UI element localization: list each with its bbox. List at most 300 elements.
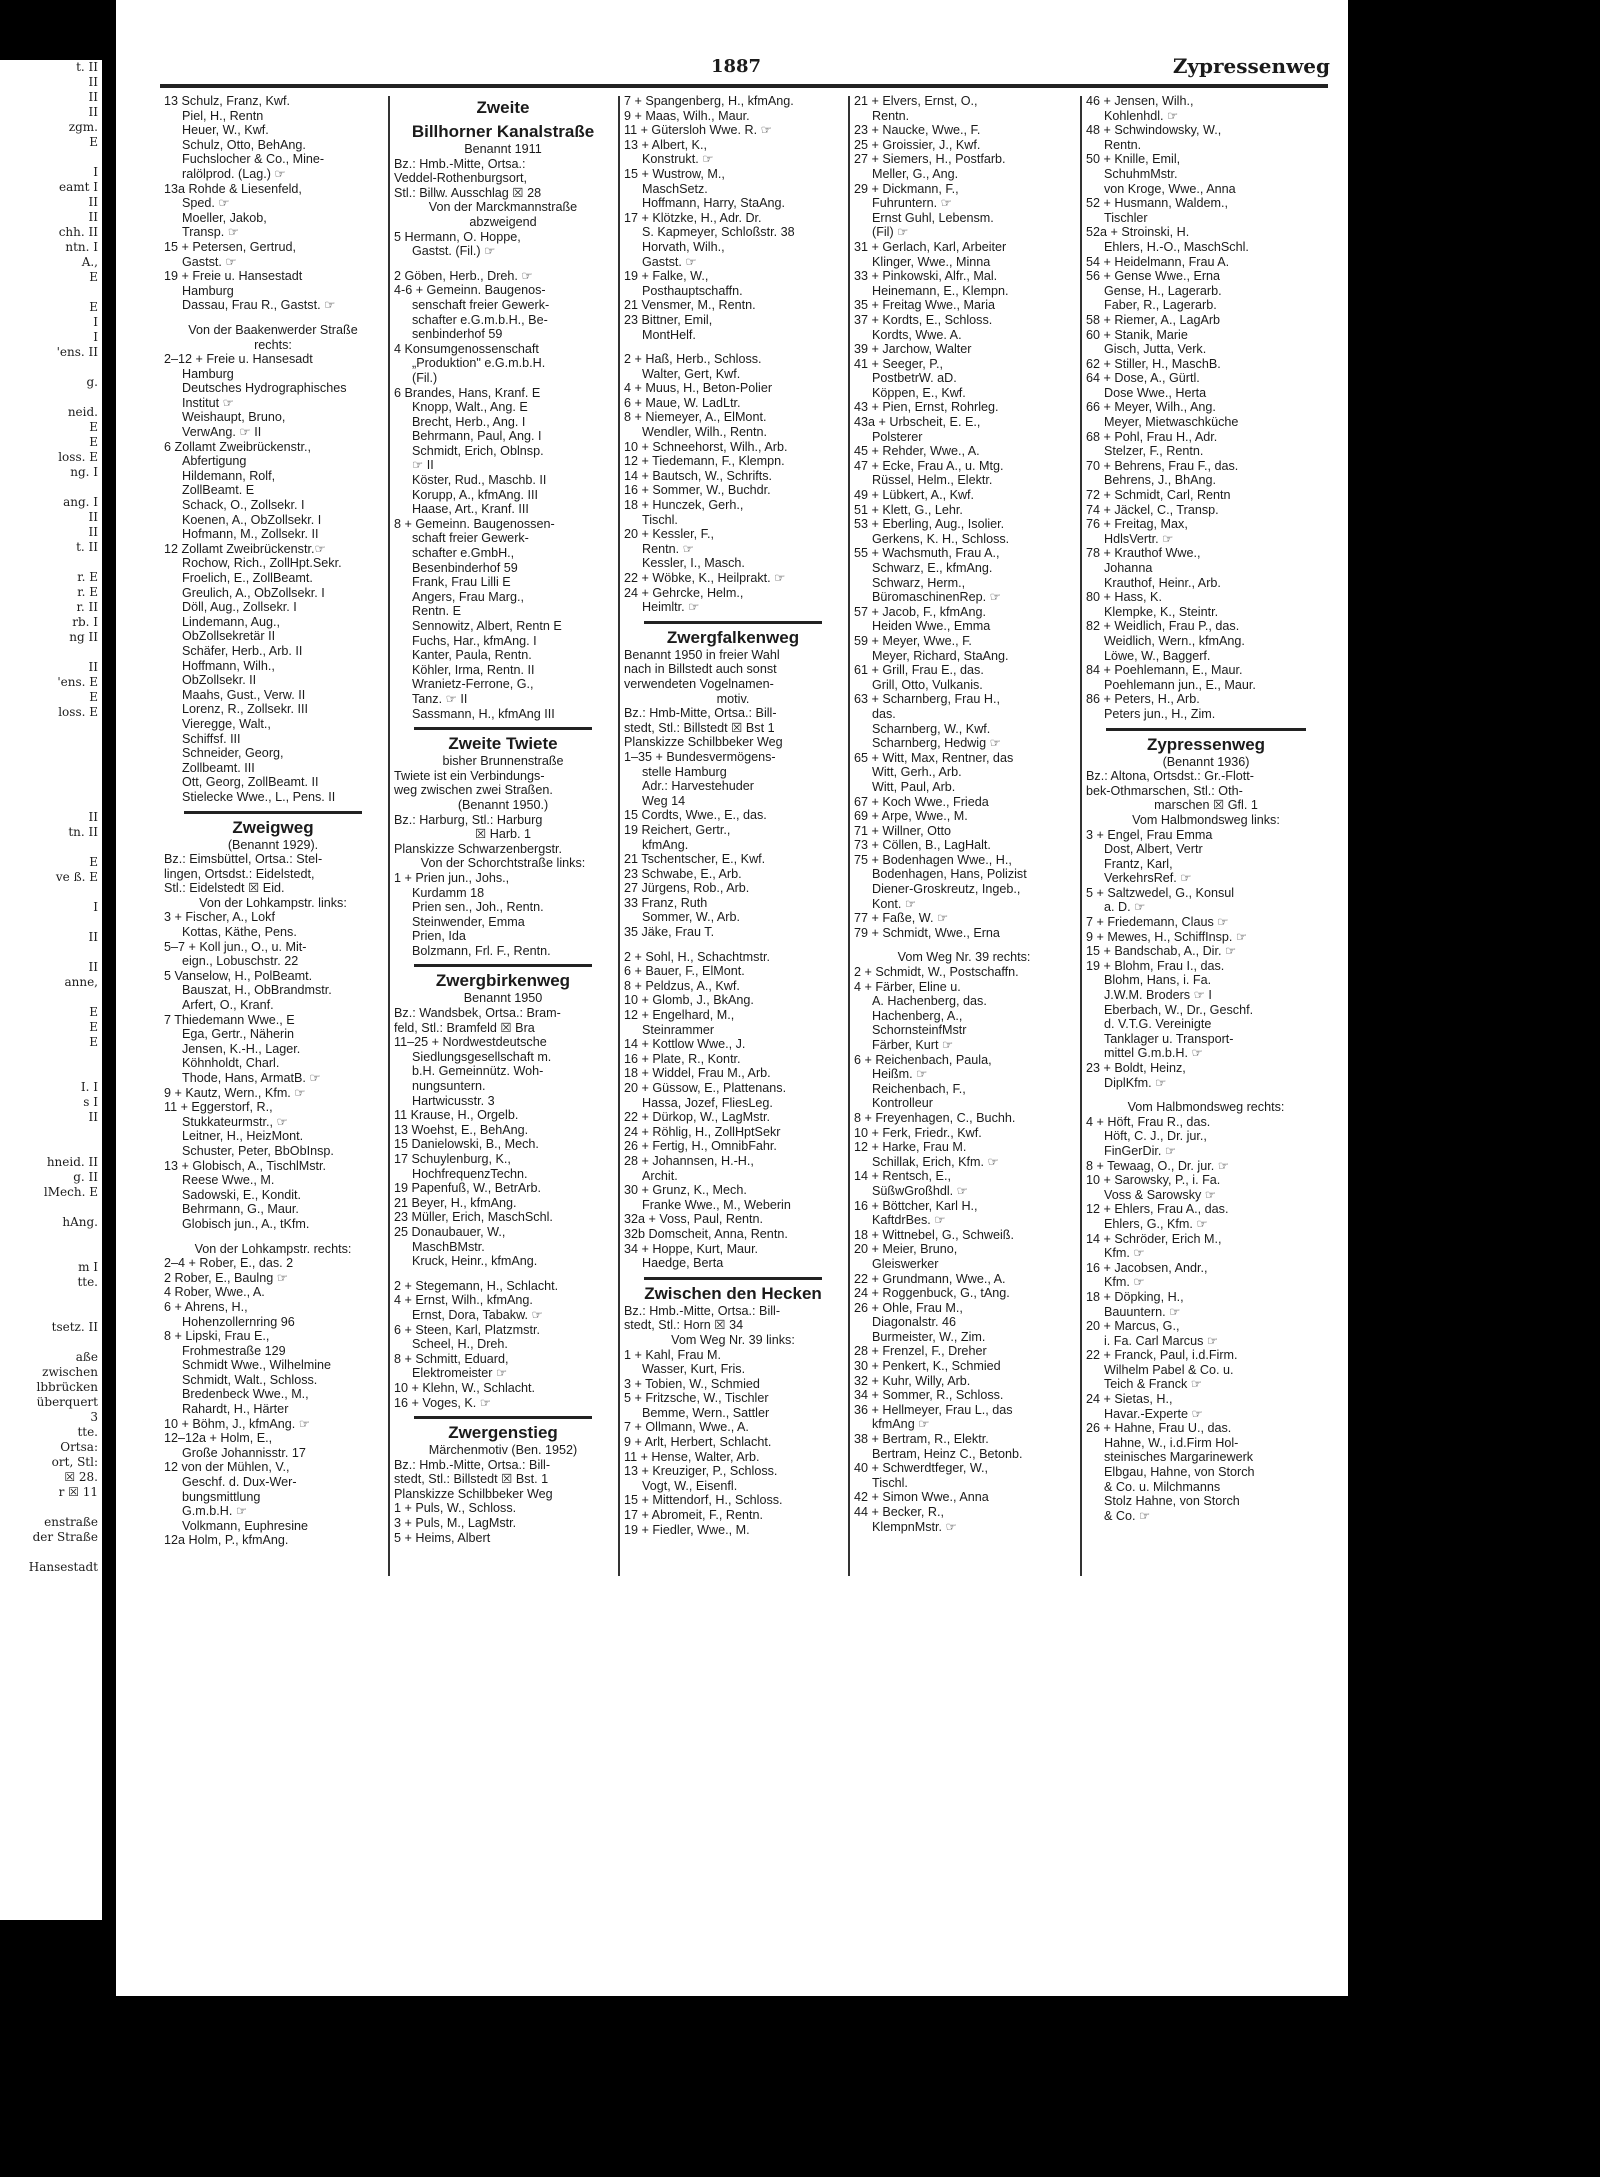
entry-line: Globisch jun., A., tKfm. xyxy=(182,1216,310,1231)
entry-line: 78 + Krauthof Wwe., xyxy=(1086,546,1201,561)
street-heading: Zweigweg xyxy=(232,817,314,837)
strip-line: der Straße xyxy=(32,1530,98,1544)
entry-line: 37 + Kordts, E., Schloss. xyxy=(854,312,993,327)
entry-line: 13 Schulz, Franz, Kwf. xyxy=(164,94,290,108)
entry-line: Angers, Frau Marg., xyxy=(412,589,524,604)
entry-line: Stl.: Eidelstedt ☒ Eid. xyxy=(164,881,285,896)
entry-line: 72 + Schmidt, Carl, Rentn xyxy=(1086,488,1231,503)
strip-line: enstraße xyxy=(44,1515,98,1529)
section-rule xyxy=(1106,728,1306,731)
entry-line: Schulz, Otto, BehAng. xyxy=(182,137,306,152)
entry-line: Frank, Frau Lilli E xyxy=(412,575,511,590)
entry-line: Peters jun., H., Zim. xyxy=(1104,706,1216,721)
strip-line: E xyxy=(89,435,98,449)
entry-line: 8 + Lipski, Frau E., xyxy=(164,1329,270,1344)
entry-line: 3 + Puls, M., LagMstr. xyxy=(394,1516,517,1531)
entry-line: Gastst. ☞ xyxy=(642,254,697,269)
entry-line: Burmeister, W., Zim. xyxy=(872,1329,986,1344)
entry-line: bungsmittlung xyxy=(182,1489,261,1504)
previous-page-strip xyxy=(0,60,102,1920)
column-divider xyxy=(1080,96,1082,1576)
entry-line: Heimltr. ☞ xyxy=(642,600,700,615)
entry-line: MaschBMstr. xyxy=(412,1239,485,1254)
entry-line: 2 + Schmidt, W., Postschaffn. xyxy=(854,965,1019,980)
entry-line: Schack, O., Zollsekr. I xyxy=(182,498,305,513)
entry-line: 6 + Reichenbach, Paula, xyxy=(854,1052,992,1067)
entry-line: 23 + Boldt, Heinz, xyxy=(1086,1061,1186,1075)
entry-line: 49 + Lübkert, A., Kwf. xyxy=(854,488,975,503)
strip-line xyxy=(0,945,102,960)
strip-line: ve ß. E xyxy=(55,870,98,884)
strip-line: II xyxy=(88,105,98,119)
entry-line: Wranietz-Ferrone, G., xyxy=(412,677,534,692)
street-note: Vom Weg Nr. 39 rechts: xyxy=(897,950,1031,965)
strip-line: anne, xyxy=(64,975,98,989)
entry-line: 11–25 + Nordwestdeutsche xyxy=(394,1035,547,1050)
entry-line: 45 + Rehder, Wwe., A. xyxy=(854,444,980,459)
entry-line: stedt, Stl.: Billstedt ☒ Bst. 1 xyxy=(394,1472,549,1487)
entry-line: Wasser, Kurt, Fris. xyxy=(642,1362,746,1377)
entry-line: 19 + Freie u. Hansestadt xyxy=(164,269,303,284)
entry-line: 28 + Johannsen, H.-H., xyxy=(624,1153,754,1168)
street-heading: Zwergbirkenweg xyxy=(435,971,571,991)
entry-line: 16 + Sommer, W., Buchdr. xyxy=(624,483,771,498)
entry-line: 4-6 + Gemeinn. Baugenos- xyxy=(394,283,546,298)
strip-line: lbbrücken xyxy=(36,1380,98,1394)
street-note: Von der Lohkampstr. links: xyxy=(199,895,347,910)
entry-line: 19 Reichert, Gertr., xyxy=(624,822,731,837)
entry-line: 25 Donaubauer, W., xyxy=(394,1224,506,1239)
entry-line: Fuchs, Har., kfmAng. I xyxy=(412,633,537,648)
entry-line: das. xyxy=(872,706,896,721)
entry-line: 82 + Weidlich, Frau P., das. xyxy=(1086,619,1240,634)
entry-line: Schiffsf. III xyxy=(182,731,241,746)
entry-line: 80 + Hass, K. xyxy=(1086,590,1162,605)
column-divider xyxy=(388,96,390,1576)
entry-line: Planskizze Schwarzenbergstr. xyxy=(394,841,562,856)
entry-line: 29 + Dickmann, F., xyxy=(854,181,959,196)
strip-line: ng II xyxy=(69,630,98,644)
entry-line: 60 + Stanik, Marie xyxy=(1086,327,1188,342)
entry-line: Jensen, K.-H., Lager. xyxy=(182,1041,301,1056)
entry-line: Transp. ☞ xyxy=(182,225,240,240)
entry-line: Haedge, Berta xyxy=(642,1256,724,1271)
entry-line: 13 Woehst, E., BehAng. xyxy=(394,1122,529,1137)
entry-line: 34 + Sommer, R., Schloss. xyxy=(854,1388,1004,1403)
entry-line: 23 Bittner, Emil, xyxy=(624,312,713,327)
entry-line: Knopp, Walt., Ang. E xyxy=(412,400,528,415)
street-note: Vom Halbmondsweg rechts: xyxy=(1127,1100,1285,1115)
entry-line: 11 + Eggerstorf, R., xyxy=(164,1100,273,1115)
entry-line: 48 + Schwindowsky, W., xyxy=(1086,123,1222,138)
entry-line: 4 Rober, Wwe., A. xyxy=(164,1285,265,1300)
entry-line: Kont. ☞ xyxy=(872,896,917,911)
entry-line: Kurdamm 18 xyxy=(412,885,485,900)
entry-line: 11 + Gütersloh Wwe. R. ☞ xyxy=(624,123,772,138)
entry-line: 5 + Fritzsche, W., Tischler xyxy=(624,1391,769,1406)
entry-line: d. V.T.G. Vereinigte xyxy=(1104,1017,1212,1032)
entry-line: 27 + Siemers, H., Postfarb. xyxy=(854,152,1006,167)
entry-line: 46 + Jensen, Wilh., xyxy=(1086,94,1194,108)
entry-line: Klempke, K., Steintr. xyxy=(1104,604,1219,619)
street-heading: Zweite Twiete xyxy=(448,734,558,754)
strip-line: g. II xyxy=(73,1170,98,1184)
entry-line: 10 + Sarowsky, P., i. Fa. xyxy=(1086,1173,1221,1188)
entry-line: 9 + Mewes, H., SchiffInsp. ☞ xyxy=(1086,929,1248,944)
entry-line: 2 + Stegemann, H., Schlacht. xyxy=(394,1278,559,1293)
entry-line: Abfertigung xyxy=(182,454,247,469)
entry-line: 14 + Kottlow Wwe., J. xyxy=(624,1037,746,1052)
entry-line: 8 + Freyenhagen, C., Buchh. xyxy=(854,1110,1016,1125)
entry-line: Kottas, Käthe, Pens. xyxy=(182,925,297,940)
entry-line: Maahs, Gust., Verw. II xyxy=(182,687,306,702)
entry-line: ralölprod. (Lag.) ☞ xyxy=(182,166,286,181)
entry-line: schafter e.G.m.b.H., Be- xyxy=(412,312,548,327)
entry-line: Krauthof, Heinr., Arb. xyxy=(1104,575,1221,590)
strip-line: g. xyxy=(86,375,98,389)
entry-line: Thode, Hans, ArmatB. ☞ xyxy=(182,1071,321,1085)
entry-line: 24 + Gehrcke, Helm., xyxy=(624,585,744,600)
entry-line: 21 Vensmer, M., Rentn. xyxy=(624,298,756,313)
entry-line: Klinger, Wwe., Minna xyxy=(872,254,991,269)
entry-line: Dose Wwe., Herta xyxy=(1104,385,1207,400)
street-note: Vom Weg Nr. 39 links: xyxy=(671,1332,795,1347)
entry-line: Konstrukt. ☞ xyxy=(642,152,714,167)
entry-line: Ega, Gertr., Näherin xyxy=(182,1027,294,1042)
section-rule xyxy=(644,621,822,624)
entry-line: Schmidt Wwe., Wilhelmine xyxy=(182,1358,332,1373)
strip-line: überquert xyxy=(36,1395,98,1409)
entry-line: 7 + Ollmann, Wwe., A. xyxy=(624,1420,749,1435)
entry-line: 20 + Marcus, G., xyxy=(1086,1319,1180,1334)
strip-line: E xyxy=(89,690,98,704)
entry-line: 67 + Koch Wwe., Frieda xyxy=(854,794,989,809)
strip-line xyxy=(0,1230,102,1245)
entry-line: 2–4 + Rober, E., das. 2 xyxy=(164,1256,294,1271)
entry-line: 58 + Riemer, A., LagArb xyxy=(1086,312,1221,327)
entry-line: 18 + Wittnebel, G., Schweiß. xyxy=(854,1227,1014,1242)
entry-line: 12 + Engelhard, M., xyxy=(624,1008,735,1023)
entry-line: 12 von der Mühlen, V., xyxy=(164,1460,290,1475)
entry-line: 5 + Saltzwedel, G., Konsul xyxy=(1086,885,1235,900)
entry-line: Wendler, Wilh., Rentn. xyxy=(642,425,768,440)
entry-line: eign., Lobuschstr. 22 xyxy=(182,954,299,969)
entry-line: Bz.: Eimsbüttel, Ortsa.: Stel- xyxy=(164,852,323,867)
strip-line: m I xyxy=(78,1260,98,1274)
entry-line: Weg 14 xyxy=(642,793,686,808)
entry-line: SchuhmMstr. xyxy=(1104,166,1178,181)
entry-line: Löwe, W., Baggerf. xyxy=(1104,648,1211,663)
entry-line: Rentn. xyxy=(872,108,910,123)
entry-line xyxy=(624,342,842,352)
entry-line: Stukkateurmstr., ☞ xyxy=(182,1114,288,1129)
entry-line: 52 + Husmann, Waldem., xyxy=(1086,196,1228,211)
strip-line: ☒ 28. xyxy=(64,1470,98,1484)
strip-line: A., xyxy=(81,255,98,269)
street-note: Von der Baakenwerder Straße xyxy=(188,322,358,337)
entry-line: Vogt, W., Eisenfl. xyxy=(642,1478,738,1493)
entry-line: Diener-Groskreutz, Ingeb., xyxy=(872,882,1021,897)
entry-line: Fuchslocher & Co., Mine- xyxy=(182,152,325,167)
entry-line: 10 + Schneehorst, Wilh., Arb. xyxy=(624,439,788,454)
entry-line: schaft freier Gewerk- xyxy=(412,531,529,546)
entry-line: 2 + Sohl, H., Schachtmstr. xyxy=(624,949,770,964)
strip-line: tte. xyxy=(77,1425,98,1439)
entry-line: 2 Rober, E., Baulng ☞ xyxy=(164,1270,289,1285)
entry-line: Tanz. ☞ II xyxy=(412,691,468,706)
entry-line: Reese Wwe., M. xyxy=(182,1173,275,1188)
entry-line: Reichenbach, F., xyxy=(872,1081,966,1096)
entry-line: Rahardt, H., Härter xyxy=(182,1402,289,1417)
strip-line: II xyxy=(88,660,98,674)
entry-line: 15 Danielowski, B., Mech. xyxy=(394,1137,539,1152)
strip-line xyxy=(0,1200,102,1215)
strip-line: ang. I xyxy=(63,495,98,509)
entry-line: von Kroge, Wwe., Anna xyxy=(1104,181,1236,196)
entry-line: Hohenzollernring 96 xyxy=(182,1314,295,1329)
strip-line: E xyxy=(89,1020,98,1034)
strip-line xyxy=(0,360,102,375)
entry-line: feld, Stl.: Bramfeld ☒ Bra xyxy=(394,1020,535,1035)
entry-line: Kontrolleur xyxy=(872,1096,933,1111)
entry-line: Schwarz, Herm., xyxy=(872,575,966,590)
entry-line: 39 + Jarchow, Walter xyxy=(854,342,972,357)
strip-line xyxy=(0,150,102,165)
entry-line: Weishaupt, Bruno, xyxy=(182,410,286,425)
entry-line: 18 + Widdel, Frau M., Arb. xyxy=(624,1066,771,1081)
entry-line: Färber, Kurt ☞ xyxy=(872,1038,954,1052)
entry-line: DiplKfm. ☞ xyxy=(1104,1075,1167,1090)
entry-line: Tischler xyxy=(1104,210,1148,225)
entry-line: bek-Othmarschen, Stl.: Oth- xyxy=(1086,783,1243,798)
entry-line: Arfert, O., Kranf. xyxy=(182,998,274,1013)
entry-line: 43 + Pien, Ernst, Rohrleg. xyxy=(854,400,999,415)
strip-line xyxy=(0,780,102,795)
entry-line: 18 + Döpking, H., xyxy=(1086,1289,1184,1304)
entry-line: 7 + Spangenberg, H., kfmAng. xyxy=(624,94,794,108)
strip-line: lMech. E xyxy=(43,1185,98,1199)
entry-line: Weidlich, Wern., kfmAng. xyxy=(1104,633,1245,648)
column-divider xyxy=(848,96,850,1576)
entry-line: Köster, Rud., Maschb. II xyxy=(412,473,547,488)
entry-line: 17 Schuylenburg, K., xyxy=(394,1152,511,1166)
entry-line: 22 + Dürkop, W., LagMstr. xyxy=(624,1110,770,1125)
entry-line: 24 + Sietas, H., xyxy=(1086,1392,1173,1407)
street-note: ☒ Harb. 1 xyxy=(474,827,532,842)
strip-line: rb. I xyxy=(72,615,98,629)
entry-line: stedt, Stl.: Billstedt ☒ Bst 1 xyxy=(624,720,775,735)
entry-line: Polsterer xyxy=(872,429,923,444)
entry-line: Stolz Hahne, von Storch xyxy=(1104,1494,1240,1509)
strip-line: II xyxy=(88,1110,98,1124)
entry-line: Hahne, W., i.d.Firm Hol- xyxy=(1104,1435,1239,1450)
entry-line: Stl.: Billw. Ausschlag ☒ 28 xyxy=(394,185,542,200)
entry-line: 1 + Kahl, Frau M. xyxy=(624,1347,721,1362)
entry-line: 8 + Schmitt, Eduard, xyxy=(394,1351,509,1366)
entry-line: Döll, Aug., Zollsekr. I xyxy=(182,600,297,615)
entry-line: 26 + Hahne, Frau U., das. xyxy=(1086,1421,1232,1436)
entry-line: Heißm. ☞ xyxy=(872,1067,928,1082)
section-rule xyxy=(644,1277,822,1280)
entry-line: Hachenberg, A., xyxy=(872,1008,963,1023)
entry-line: 32 + Kuhr, Willy, Arb. xyxy=(854,1373,971,1388)
entry-line: Hamburg xyxy=(182,283,234,298)
entry-line: Korupp, A., kfmAng. III xyxy=(412,487,538,502)
strip-line: II xyxy=(88,930,98,944)
entry-line: Schäfer, Herb., Arb. II xyxy=(182,643,303,658)
entry-line: Dassau, Frau R., Gastst. ☞ xyxy=(182,298,336,313)
entry-line: Hofmann, M., Zollsekr. II xyxy=(182,527,319,542)
entry-line: Rüssel, Helm., Elektr. xyxy=(872,473,993,488)
entry-line: 62 + Stiller, H., MaschB. xyxy=(1086,356,1221,371)
entry-line: Diagonalstr. 46 xyxy=(872,1315,957,1330)
entry-line: 27 Jürgens, Rob., Arb. xyxy=(624,881,750,896)
entry-line: a. D. ☞ xyxy=(1104,900,1146,915)
street-note: Von der Schorchtstraße links: xyxy=(420,856,586,871)
entry-line: 51 + Klett, G., Lehr. xyxy=(854,502,963,517)
column-3 xyxy=(624,94,842,1984)
entry-line: Bolzmann, Frl. F., Rentn. xyxy=(412,943,551,958)
entry-line: Brecht, Herb., Ang. I xyxy=(412,414,526,429)
entry-line: Behrmann, G., Maur. xyxy=(182,1202,299,1217)
entry-line: SchornsteinfMstr xyxy=(872,1023,967,1038)
strip-line: I xyxy=(93,165,98,179)
entry-line: Deutsches Hydrographisches xyxy=(182,381,347,396)
strip-line: II xyxy=(88,525,98,539)
entry-line: Kordts, Wwe. A. xyxy=(872,327,962,342)
strip-line: r. E xyxy=(77,570,98,584)
entry-line: 6 + Bauer, F., ElMont. xyxy=(624,964,745,979)
entry-line: 5 Vanselow, H., PolBeamt. xyxy=(164,968,313,983)
entry-line: Bauuntern. ☞ xyxy=(1104,1304,1181,1319)
strip-line: Ortsa: xyxy=(60,1440,98,1454)
street-heading: Zypressenweg xyxy=(1146,734,1266,754)
entry-line: 43a + Urbscheit, E. E., xyxy=(854,415,981,430)
entry-line: 30 + Grunz, K., Mech. xyxy=(624,1183,747,1198)
entry-line: Hassa, Jozef, FliesLeg. xyxy=(642,1095,773,1110)
entry-line: Geschf. d. Dux-Wer- xyxy=(182,1475,297,1490)
entry-line: Heiden Wwe., Emma xyxy=(872,619,991,634)
strip-line: t. II xyxy=(76,60,98,74)
entry-line: Zollbeamt. III xyxy=(182,760,255,775)
strip-line: 'ens. E xyxy=(57,675,98,689)
entry-line: Planskizze Schilbbeker Weg xyxy=(394,1486,553,1501)
strip-line xyxy=(0,1140,102,1155)
entry-line: Tanklager u. Transport- xyxy=(1104,1031,1234,1046)
entry-line: 12a Holm, P., kfmAng. xyxy=(164,1533,289,1548)
strip-line xyxy=(0,1050,102,1065)
strip-line: II xyxy=(88,195,98,209)
entry-line: Scharnberg, Hedwig ☞ xyxy=(872,736,1001,751)
entry-line: Kfm. ☞ xyxy=(1104,1246,1145,1261)
entry-line: 6 Zollamt Zweibrückenstr., xyxy=(164,439,311,454)
entry-line: 79 + Schmidt, Wwe., Erna xyxy=(854,925,1000,940)
entry-line: Schmidt, Erich, Oblnsp. xyxy=(412,443,544,458)
entry-line: 44 + Becker, R., xyxy=(854,1505,944,1519)
entry-line: Frohmestraße 129 xyxy=(182,1343,286,1358)
entry-line: 55 + Wachsmuth, Frau A., xyxy=(854,546,1000,561)
entry-line: ☞ II xyxy=(412,458,434,473)
entry-line: Elektromeister ☞ xyxy=(412,1366,508,1381)
entry-line: 6 + Steen, Karl, Platzmstr. xyxy=(394,1322,540,1337)
entry-line: 32b Domscheit, Anna, Rentn. xyxy=(624,1226,788,1241)
entry-line: stelle Hamburg xyxy=(642,764,727,779)
entry-line: Heinemann, E., Klempn. xyxy=(872,283,1009,298)
entry-line: 5 Hermann, O. Hoppe, xyxy=(394,229,521,244)
strip-line: eamt I xyxy=(58,180,98,194)
entry-line: Große Johannisstr. 17 xyxy=(182,1445,306,1460)
strip-line: II xyxy=(88,510,98,524)
strip-line xyxy=(0,1335,102,1350)
entry-line: 21 + Elvers, Ernst, O., xyxy=(854,94,978,108)
section-rule xyxy=(414,1416,592,1419)
page-number: 1887 xyxy=(710,56,762,77)
entry-line: 4 + Höft, Frau R., das. xyxy=(1086,1114,1211,1129)
entry-line: 33 Franz, Ruth xyxy=(624,895,708,910)
entry-line: Froelich, E., ZollBeamt. xyxy=(182,571,313,585)
strip-line: II xyxy=(88,810,98,824)
entry-line: Besenbinderhof 59 xyxy=(412,560,518,575)
entry-line: Posthauptschaffn. xyxy=(642,283,743,298)
strip-line xyxy=(0,1065,102,1080)
entry-line: 40 + Schwerdtfeger, W., xyxy=(854,1461,989,1476)
entry-line: Höft, C. J., Dr. jur., xyxy=(1104,1129,1207,1144)
strip-line xyxy=(0,1500,102,1515)
entry-line: Dost, Albert, Vertr xyxy=(1104,842,1203,857)
strip-line: II xyxy=(88,960,98,974)
entry-line: Bz.: Hmb.-Mitte, Ortsa.: Bill- xyxy=(624,1303,781,1318)
running-head: Zypressenweg xyxy=(1172,54,1330,78)
entry-line: 71 + Willner, Otto xyxy=(854,823,951,838)
entry-line: Ehlers, H.-O., MaschSchl. xyxy=(1104,239,1249,254)
entry-line: Ott, Georg, ZollBeamt. II xyxy=(182,775,319,790)
entry-line: Sped. ☞ xyxy=(182,196,230,211)
street-heading: Zwergenstieg xyxy=(448,1423,558,1443)
strip-line: hneid. II xyxy=(46,1155,98,1169)
entry-line: Tischl. xyxy=(642,512,678,527)
entry-line: Kohlenhdl. ☞ xyxy=(1104,108,1179,123)
entry-line: Kfm. ☞ xyxy=(1104,1275,1145,1290)
street-note: abzweigend xyxy=(469,214,537,229)
entry-line: steinisches Margarinewerk xyxy=(1104,1450,1254,1465)
entry-line: Siedlungsgesellschaft m. xyxy=(412,1049,552,1064)
entry-line: MaschSetz. xyxy=(642,181,708,196)
entry-line: Kruck, Heinr., kfmAng. xyxy=(412,1254,538,1269)
entry-line: Walter, Gert, Kwf. xyxy=(642,366,741,381)
strip-line: E xyxy=(89,1005,98,1019)
entry-line: 53 + Eberling, Aug., Isolier. xyxy=(854,517,1005,532)
entry-line: 26 + Fertig, H., OmnibFahr. xyxy=(624,1139,777,1154)
entry-line: 38 + Bertram, R., Elektr. xyxy=(854,1432,989,1447)
entry-line: 12 + Ehlers, Frau A., das. xyxy=(1086,1202,1229,1217)
entry-line: SüßwGroßhdl. ☞ xyxy=(872,1183,968,1198)
strip-line xyxy=(0,795,102,810)
entry-line: 36 + Hellmeyer, Frau L., das xyxy=(854,1402,1013,1417)
entry-line: PostbetrW. aD. xyxy=(872,371,957,386)
entry-line: Rochow, Rich., ZollHpt.Sekr. xyxy=(182,556,342,571)
entry-line: 70 + Behrens, Frau F., das. xyxy=(1086,458,1239,473)
entry-line: 31 + Gerlach, Karl, Arbeiter xyxy=(854,239,1007,254)
entry-line: 13a Rohde & Liesenfeld, xyxy=(164,181,302,196)
entry-line: Hoffmann, Harry, StaAng. xyxy=(642,196,786,211)
strip-line: 3 xyxy=(90,1410,98,1424)
entry-line: (Fil) ☞ xyxy=(872,225,909,240)
entry-line: Sadowski, E., Kondit. xyxy=(182,1187,302,1202)
entry-line: Prien sen., Joh., Rentn. xyxy=(412,900,544,915)
entry-line: Benannt 1950 in freier Wahl xyxy=(624,647,780,662)
entry-line: Tischl. xyxy=(872,1475,908,1490)
entry-line: Veddel-Rothenburgsort, xyxy=(394,171,528,186)
